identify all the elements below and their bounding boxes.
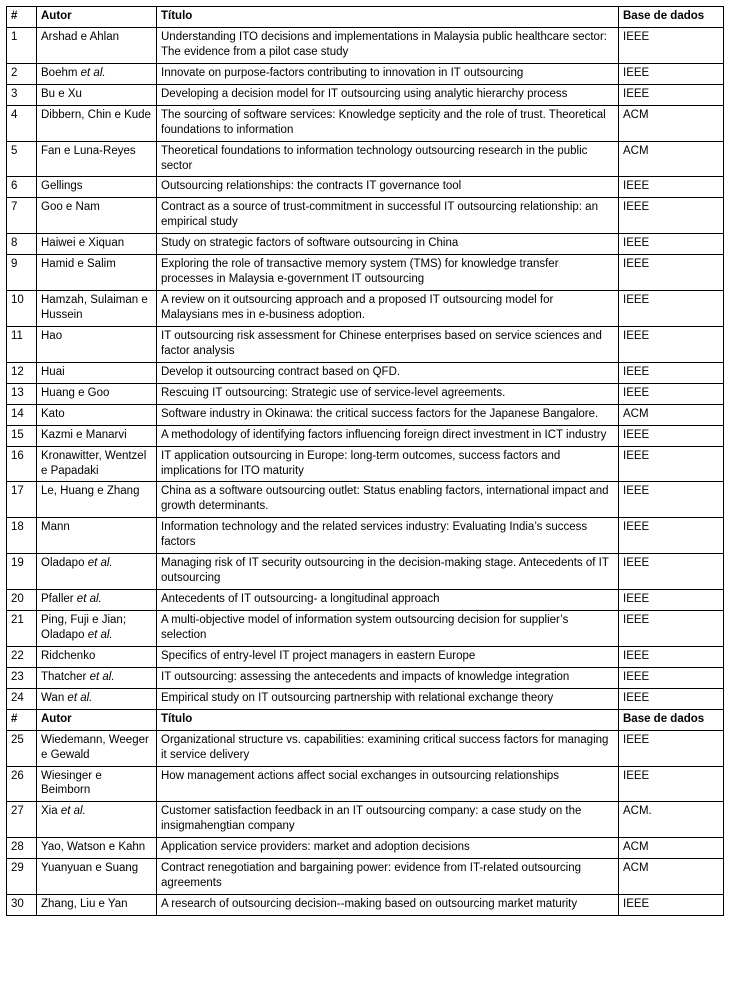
base-cell: IEEE bbox=[619, 291, 724, 327]
num-cell: 28 bbox=[7, 838, 37, 859]
base-cell: IEEE bbox=[619, 234, 724, 255]
num-cell: 22 bbox=[7, 646, 37, 667]
num-cell: 27 bbox=[7, 802, 37, 838]
table-row bbox=[7, 404, 724, 425]
num-cell: 4 bbox=[7, 105, 37, 141]
titulo-cell: Information technology and the related services industry: Evaluating India’s success factors bbox=[157, 518, 619, 554]
table-row bbox=[7, 611, 724, 647]
autor-cell: Wan et al. bbox=[37, 688, 157, 709]
titulo-cell: IT outsourcing: assessing the antecedents and impacts of knowledge integration bbox=[157, 667, 619, 688]
autor-cell: Mann bbox=[37, 518, 157, 554]
autor-cell: Kronawitter, Wentzel e Papadaki bbox=[37, 446, 157, 482]
base-cell: IEEE bbox=[619, 446, 724, 482]
autor-cell: Kato bbox=[37, 404, 157, 425]
autor-cell: Thatcher et al. bbox=[37, 667, 157, 688]
table-row bbox=[7, 362, 724, 383]
table-header-row bbox=[7, 7, 724, 28]
header-cell-autor: Autor bbox=[37, 709, 157, 730]
autor-cell: Ridchenko bbox=[37, 646, 157, 667]
titulo-cell: IT outsourcing risk assessment for Chinese enterprises based on service sciences and factor analysis bbox=[157, 326, 619, 362]
base-cell: IEEE bbox=[619, 255, 724, 291]
base-cell: IEEE bbox=[619, 63, 724, 84]
num-cell: 23 bbox=[7, 667, 37, 688]
table-row bbox=[7, 766, 724, 802]
titulo-cell: Empirical study on IT outsourcing partnership with relational exchange theory bbox=[157, 688, 619, 709]
table-row bbox=[7, 27, 724, 63]
base-cell: IEEE bbox=[619, 766, 724, 802]
num-cell: 5 bbox=[7, 141, 37, 177]
autor-cell: Ping, Fuji e Jian; Oladapo et al. bbox=[37, 611, 157, 647]
autor-cell: Yuanyuan e Suang bbox=[37, 859, 157, 895]
table-row bbox=[7, 141, 724, 177]
titulo-cell: Customer satisfaction feedback in an IT outsourcing company: a case study on the insigmahengtian company bbox=[157, 802, 619, 838]
titulo-cell: China as a software outsourcing outlet: Status enabling factors, international impact and growth determinants. bbox=[157, 482, 619, 518]
autor-cell: Hao bbox=[37, 326, 157, 362]
table-row bbox=[7, 518, 724, 554]
titulo-cell: Understanding ITO decisions and implementations in Malaysia public healthcare sector: The evidence from a pilot case study bbox=[157, 27, 619, 63]
table-row bbox=[7, 84, 724, 105]
num-cell: 25 bbox=[7, 730, 37, 766]
autor-cell: Dibbern, Chin e Kude bbox=[37, 105, 157, 141]
num-cell: 1 bbox=[7, 27, 37, 63]
titulo-cell: Antecedents of IT outsourcing- a longitudinal approach bbox=[157, 590, 619, 611]
titulo-cell: IT application outsourcing in Europe: long-term outcomes, success factors and implications for ITO maturity bbox=[157, 446, 619, 482]
num-cell: 26 bbox=[7, 766, 37, 802]
titulo-cell: Managing risk of IT security outsourcing in the decision-making stage. Antecedents of IT outsourcing bbox=[157, 554, 619, 590]
titulo-cell: Study on strategic factors of software outsourcing in China bbox=[157, 234, 619, 255]
table-row bbox=[7, 63, 724, 84]
num-cell: 8 bbox=[7, 234, 37, 255]
titulo-cell: Outsourcing relationships: the contracts IT governance tool bbox=[157, 177, 619, 198]
base-cell: IEEE bbox=[619, 84, 724, 105]
titulo-cell: A methodology of identifying factors influencing foreign direct investment in ICT industry bbox=[157, 425, 619, 446]
header-cell-titulo: Título bbox=[157, 7, 619, 28]
num-cell: 24 bbox=[7, 688, 37, 709]
table-row bbox=[7, 688, 724, 709]
titulo-cell: Specifics of entry-level IT project managers in eastern Europe bbox=[157, 646, 619, 667]
table-row bbox=[7, 482, 724, 518]
base-cell: ACM bbox=[619, 859, 724, 895]
header-cell-base: Base de dados bbox=[619, 7, 724, 28]
literature-review-table bbox=[6, 6, 724, 916]
base-cell: IEEE bbox=[619, 326, 724, 362]
autor-cell: Fan e Luna-Reyes bbox=[37, 141, 157, 177]
table-row bbox=[7, 234, 724, 255]
table-row bbox=[7, 425, 724, 446]
titulo-cell: Contract renegotiation and bargaining power: evidence from IT-related outsourcing agreements bbox=[157, 859, 619, 895]
table-row bbox=[7, 646, 724, 667]
table-row bbox=[7, 667, 724, 688]
base-cell: IEEE bbox=[619, 425, 724, 446]
titulo-cell: Develop it outsourcing contract based on QFD. bbox=[157, 362, 619, 383]
autor-cell: Boehm et al. bbox=[37, 63, 157, 84]
base-cell: IEEE bbox=[619, 667, 724, 688]
table-row bbox=[7, 383, 724, 404]
header-cell-num: # bbox=[7, 7, 37, 28]
base-cell: IEEE bbox=[619, 518, 724, 554]
base-cell: IEEE bbox=[619, 27, 724, 63]
num-cell: 18 bbox=[7, 518, 37, 554]
autor-cell: Arshad e Ahlan bbox=[37, 27, 157, 63]
autor-cell: Le, Huang e Zhang bbox=[37, 482, 157, 518]
num-cell: 16 bbox=[7, 446, 37, 482]
base-cell: IEEE bbox=[619, 177, 724, 198]
num-cell: 15 bbox=[7, 425, 37, 446]
table-row bbox=[7, 291, 724, 327]
autor-cell: Gellings bbox=[37, 177, 157, 198]
titulo-cell: Exploring the role of transactive memory system (TMS) for knowledge transfer processes in Malaysia e-government IT outsourcing bbox=[157, 255, 619, 291]
titulo-cell: Innovate on purpose-factors contributing to innovation in IT outsourcing bbox=[157, 63, 619, 84]
autor-cell: Huai bbox=[37, 362, 157, 383]
autor-cell: Bu e Xu bbox=[37, 84, 157, 105]
base-cell: IEEE bbox=[619, 688, 724, 709]
num-cell: 13 bbox=[7, 383, 37, 404]
num-cell: 29 bbox=[7, 859, 37, 895]
base-cell: ACM bbox=[619, 141, 724, 177]
autor-cell: Wiesinger e Beimborn bbox=[37, 766, 157, 802]
header-cell-num: # bbox=[7, 709, 37, 730]
autor-cell: Huang e Goo bbox=[37, 383, 157, 404]
num-cell: 30 bbox=[7, 895, 37, 916]
base-cell: IEEE bbox=[619, 895, 724, 916]
num-cell: 20 bbox=[7, 590, 37, 611]
table-row bbox=[7, 590, 724, 611]
autor-cell: Goo e Nam bbox=[37, 198, 157, 234]
table-row bbox=[7, 554, 724, 590]
base-cell: ACM bbox=[619, 404, 724, 425]
num-cell: 2 bbox=[7, 63, 37, 84]
num-cell: 14 bbox=[7, 404, 37, 425]
num-cell: 3 bbox=[7, 84, 37, 105]
titulo-cell: The sourcing of software services: Knowledge septicity and the role of trust. Theoretical foundations to information bbox=[157, 105, 619, 141]
base-cell: IEEE bbox=[619, 590, 724, 611]
num-cell: 10 bbox=[7, 291, 37, 327]
table-header-row bbox=[7, 709, 724, 730]
autor-cell: Hamid e Salim bbox=[37, 255, 157, 291]
num-cell: 11 bbox=[7, 326, 37, 362]
num-cell: 6 bbox=[7, 177, 37, 198]
autor-cell: Hamzah, Sulaiman e Hussein bbox=[37, 291, 157, 327]
base-cell: IEEE bbox=[619, 611, 724, 647]
autor-cell: Kazmi e Manarvi bbox=[37, 425, 157, 446]
num-cell: 12 bbox=[7, 362, 37, 383]
base-cell: IEEE bbox=[619, 730, 724, 766]
header-cell-autor: Autor bbox=[37, 7, 157, 28]
titulo-cell: How management actions affect social exchanges in outsourcing relationships bbox=[157, 766, 619, 802]
base-cell: ACM. bbox=[619, 802, 724, 838]
autor-cell: Zhang, Liu e Yan bbox=[37, 895, 157, 916]
titulo-cell: Rescuing IT outsourcing: Strategic use of service-level agreements. bbox=[157, 383, 619, 404]
titulo-cell: Software industry in Okinawa: the critical success factors for the Japanese Bangalore. bbox=[157, 404, 619, 425]
table-row bbox=[7, 105, 724, 141]
table-row bbox=[7, 802, 724, 838]
titulo-cell: Developing a decision model for IT outsourcing using analytic hierarchy process bbox=[157, 84, 619, 105]
header-cell-base: Base de dados bbox=[619, 709, 724, 730]
base-cell: IEEE bbox=[619, 362, 724, 383]
base-cell: ACM bbox=[619, 838, 724, 859]
autor-cell: Haiwei e Xiquan bbox=[37, 234, 157, 255]
titulo-cell: Organizational structure vs. capabilities: examining critical success factors for managing it service delivery bbox=[157, 730, 619, 766]
autor-cell: Wiedemann, Weeger e Gewald bbox=[37, 730, 157, 766]
table-body bbox=[7, 7, 724, 916]
base-cell: ACM bbox=[619, 105, 724, 141]
base-cell: IEEE bbox=[619, 198, 724, 234]
base-cell: IEEE bbox=[619, 646, 724, 667]
autor-cell: Oladapo et al. bbox=[37, 554, 157, 590]
autor-cell: Yao, Watson e Kahn bbox=[37, 838, 157, 859]
base-cell: IEEE bbox=[619, 554, 724, 590]
table-row bbox=[7, 198, 724, 234]
num-cell: 19 bbox=[7, 554, 37, 590]
table-row bbox=[7, 326, 724, 362]
base-cell: IEEE bbox=[619, 383, 724, 404]
num-cell: 7 bbox=[7, 198, 37, 234]
titulo-cell: Contract as a source of trust-commitment in successful IT outsourcing relationship: an empirical study bbox=[157, 198, 619, 234]
table-row bbox=[7, 730, 724, 766]
header-cell-titulo: Título bbox=[157, 709, 619, 730]
base-cell: IEEE bbox=[619, 482, 724, 518]
titulo-cell: A research of outsourcing decision--making based on outsourcing market maturity bbox=[157, 895, 619, 916]
table-row bbox=[7, 859, 724, 895]
table-row bbox=[7, 255, 724, 291]
titulo-cell: Theoretical foundations to information technology outsourcing research in the public sector bbox=[157, 141, 619, 177]
autor-cell: Pfaller et al. bbox=[37, 590, 157, 611]
titulo-cell: A multi-objective model of information system outsourcing decision for supplier’s selection bbox=[157, 611, 619, 647]
num-cell: 21 bbox=[7, 611, 37, 647]
table-row bbox=[7, 177, 724, 198]
table-row bbox=[7, 446, 724, 482]
titulo-cell: A review on it outsourcing approach and a proposed IT outsourcing model for Malaysians mes in e-business adoption. bbox=[157, 291, 619, 327]
num-cell: 17 bbox=[7, 482, 37, 518]
titulo-cell: Application service providers: market and adoption decisions bbox=[157, 838, 619, 859]
table-row bbox=[7, 838, 724, 859]
table-row bbox=[7, 895, 724, 916]
autor-cell: Xia et al. bbox=[37, 802, 157, 838]
num-cell: 9 bbox=[7, 255, 37, 291]
